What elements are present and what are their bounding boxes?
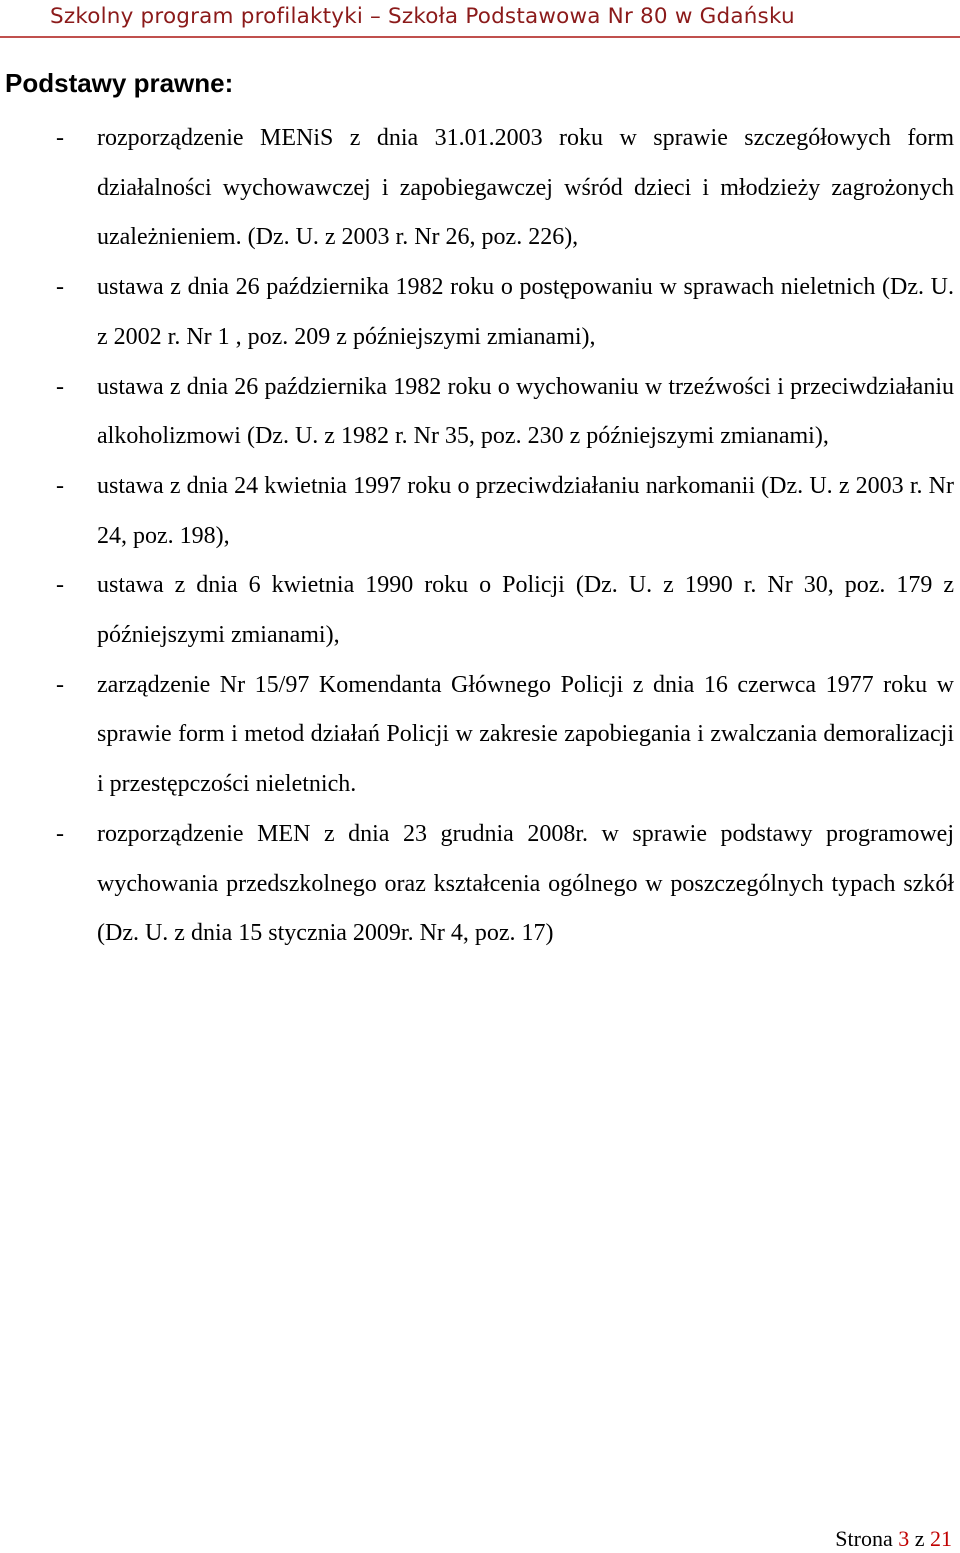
list-item-text: zarządzenie Nr 15/97 Komendanta Głównego Policji z dnia 16 czerwca 1977 roku w sprawie form i metod działań Policji w zakresie zapobiegania i zwalczania demoralizacji i przestępczości nieletnich. <box>97 671 954 798</box>
page-number-prefix: Strona <box>835 1526 893 1551</box>
list-bullet: - <box>56 472 64 499</box>
list-item <box>0 462 960 561</box>
list-item <box>0 114 960 263</box>
page-number <box>835 1526 952 1552</box>
list-bullet: - <box>56 820 64 847</box>
section-heading: Podstawy prawne: <box>5 68 234 98</box>
list-bullet: - <box>56 572 64 599</box>
list-item-text: ustawa z dnia 24 kwietnia 1997 roku o przeciwdziałaniu narkomanii (Dz. U. z 2003 r. Nr 24, poz. 198), <box>97 472 954 549</box>
list-item-text: ustawa z dnia 26 października 1982 roku o wychowaniu w trzeźwości i przeciwdziałaniu alkoholizmowi (Dz. U. z 1982 r. Nr 35, poz. 230 z późniejszymi zmianami), <box>97 373 954 450</box>
header-rule <box>0 36 960 38</box>
page-number-separator: z <box>914 1526 925 1551</box>
list-item <box>0 661 960 810</box>
list-item-text: rozporządzenie MENiS z dnia 31.01.2003 roku w sprawie szczegółowych form działalności wychowawczej i zapobiegawczej wśród dzieci i młodzieży zagrożonych uzależnieniem. (Dz. U. z 2003 r. Nr 26, poz. 226), <box>97 125 954 251</box>
page-number-current: 3 <box>898 1526 910 1551</box>
list-item-text: rozporządzenie MEN z dnia 23 grudnia 2008r. w sprawie podstawy programowej wychowania przedszkolnego oraz kształcenia ogólnego w poszczególnych typach szkół (Dz. U. z dnia 15 stycznia 2009r. Nr 4, poz. 17) <box>97 820 954 947</box>
list-item-text: ustawa z dnia 26 października 1982 roku o postępowaniu w sprawach nieletnich (Dz. U. z 2002 r. Nr 1 , poz. 209 z późniejszymi zmianami), <box>97 274 954 350</box>
list-item-text: ustawa z dnia 6 kwietnia 1990 roku o Policji (Dz. U. z 1990 r. Nr 30, poz. 179 z późniejszymi zmianami), <box>97 572 954 649</box>
list-bullet: - <box>56 671 64 698</box>
list-bullet: - <box>56 373 64 400</box>
list-item <box>0 810 960 959</box>
list-item <box>0 561 960 660</box>
list-bullet: - <box>56 274 64 301</box>
page-header <box>0 0 960 38</box>
list-bullet: - <box>56 125 64 151</box>
header-title: Szkolny program profilaktyki – Szkoła Podstawowa Nr 80 w Gdańsku <box>50 4 795 29</box>
page-number-total: 21 <box>930 1526 952 1551</box>
legal-basis-list <box>0 114 960 959</box>
list-item <box>0 263 960 362</box>
list-item <box>0 363 960 462</box>
